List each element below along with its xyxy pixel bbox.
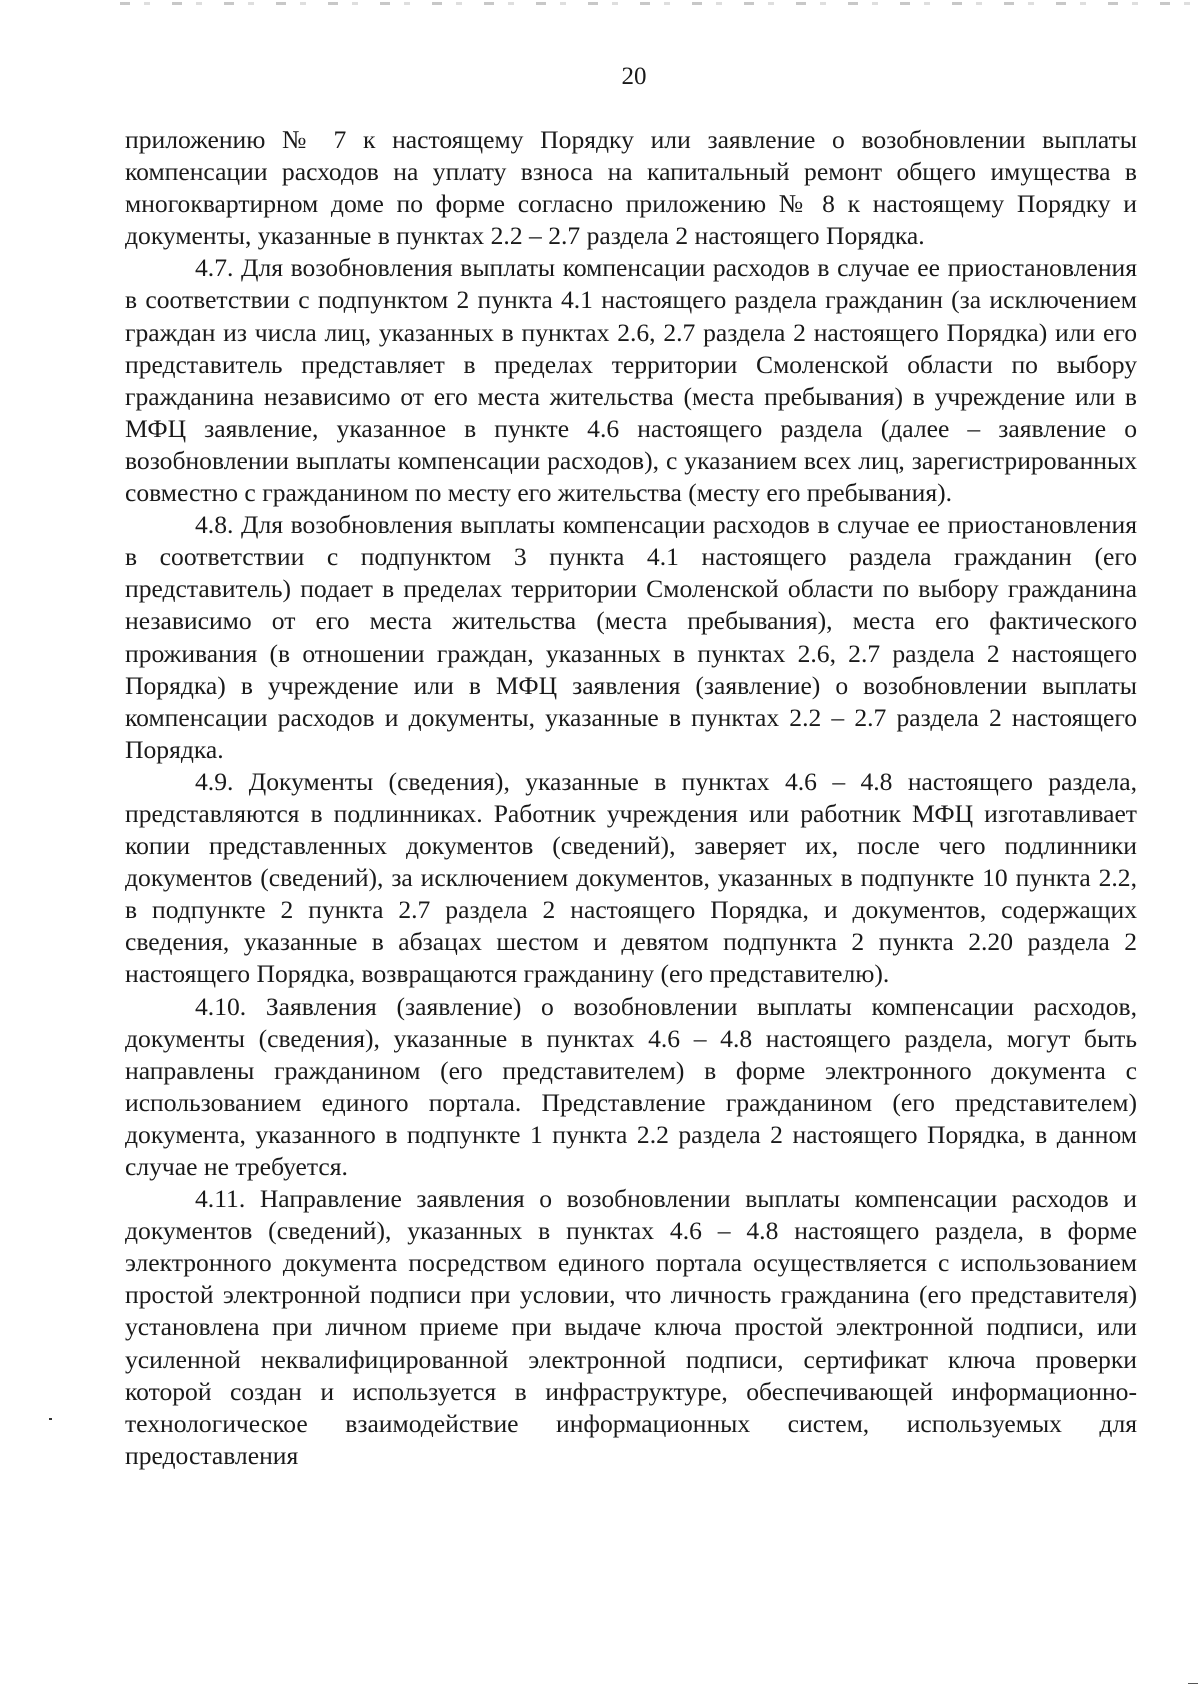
paragraph-4-11: 4.11. Направление заявления о возобновлении выплаты компенсации расходов и документов (сведений), указанных в пунктах 4.6 – 4.8 настоящего раздела, в форме электронного документа посредством единого портала осуществляется с использованием простой электронной подписи при условии, что личность гражданина (его представителя) установлена при личном приеме при выдаче ключа простой электронной подписи, или усиленной неквалифицированной электронной подписи, сертификат ключа проверки которой создан и используется в инфраструктуре, обеспечивающей информационно-технологическое взаимодействие информационных систем, используемых для предоставления <box>125 1184 1137 1470</box>
scan-edge-mark <box>1188 1683 1198 1684</box>
document-body <box>125 124 1137 1472</box>
paragraph-4-8: 4.8. Для возобновления выплаты компенсации расходов в случае ее приостановления в соответствии с подпунктом 3 пункта 4.1 настоящего раздела гражданин (его представитель) подает в пределах территории Смоленской области по выбору гражданина независимо от его места жительства (места пребывания), места его фактического проживания (в отношении граждан, указанных в пунктах 2.6, 2.7 раздела 2 настоящего Порядка) в учреждение или в МФЦ заявления (заявление) о возобновлении выплаты компенсации расходов и документы, указанные в пунктах 2.2 – 2.7 раздела 2 настоящего Порядка. <box>125 510 1137 764</box>
paragraph-4-7: 4.7. Для возобновления выплаты компенсации расходов в случае ее приостановления в соответствии с подпунктом 2 пункта 4.1 настоящего раздела гражданин (за исключением граждан из числа лиц, указанных в пунктах 2.6, 2.7 раздела 2 настоящего Порядка) или его представитель представляет в пределах территории Смоленской области по выбору гражданина независимо от его места жительства (места пребывания) в учреждение или в МФЦ заявление, указанное в пункте 4.6 настоящего раздела (далее – заявление о возобновлении выплаты компенсации расходов), с указанием всех лиц, зарегистрированных совместно с гражданином по месту его жительства (месту его пребывания). <box>125 253 1137 508</box>
paragraph-4-9: 4.9. Документы (сведения), указанные в пунктах 4.6 – 4.8 настоящего раздела, представляются в подлинниках. Работник учреждения или работник МФЦ изготавливает копии представленных документов (сведений), заверяет их, после чего подлинники документов (сведений), за исключением документов, указанных в подпункте 10 пункта 2.2, в подпункте 2 пункта 2.7 раздела 2 настоящего Порядка, и документов, содержащих сведения, указанные в абзацах шестом и девятом подпункта 2 пункта 2.20 раздела 2 настоящего Порядка, возвращаются гражданину (его представителю). <box>125 766 1137 989</box>
page-number: 20 <box>621 63 647 90</box>
scan-edge-artifact <box>120 2 1200 5</box>
paragraph-continuation: приложению № 7 к настоящему Порядку или заявление о возобновлении выплаты компенсации расходов на уплату взноса на капитальный ремонт общего имущества в многоквартирном доме по форме согласно приложению № 8 к настоящему Порядку и документы, указанные в пунктах 2.2 – 2.7 раздела 2 настоящего Порядка. <box>125 125 1137 251</box>
paragraph-4-10: 4.10. Заявления (заявление) о возобновлении выплаты компенсации расходов, документы (сведения), указанные в пунктах 4.6 – 4.8 настоящего раздела, могут быть направлены гражданином (его представителем) в форме электронного документа с использованием единого портала. Представление гражданином (его представителем) документа, указанного в подпункте 1 пункта 2.2 раздела 2 настоящего Порядка, в данном случае не требуется. <box>125 991 1137 1181</box>
scan-speck <box>49 1418 52 1420</box>
